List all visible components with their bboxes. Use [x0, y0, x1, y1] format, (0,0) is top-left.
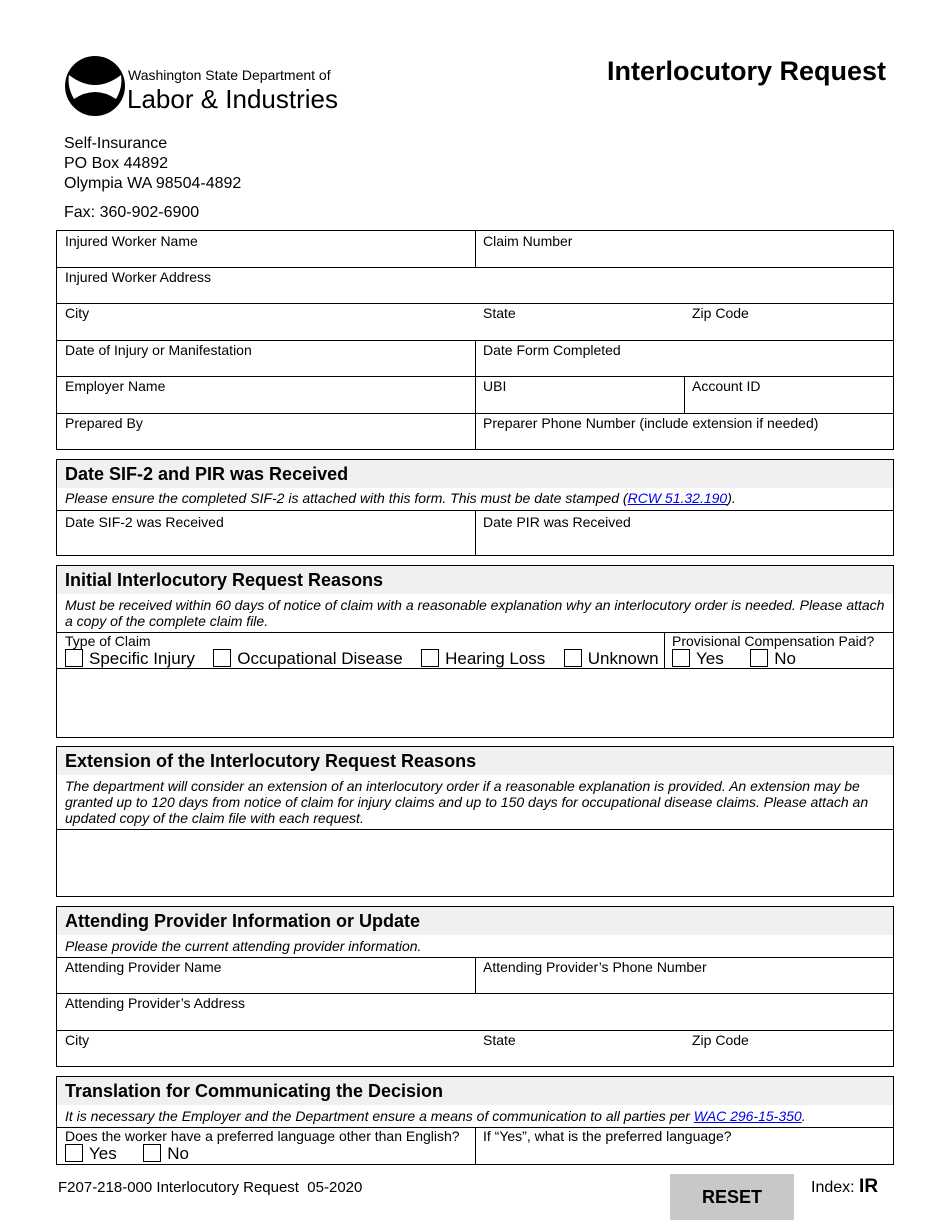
provider-phone-field[interactable]: Attending Provider’s Phone Number: [483, 959, 707, 975]
checkbox[interactable]: [213, 649, 231, 667]
prov-yes-option[interactable]: Yes: [672, 649, 724, 669]
section-heading: Extension of the Interlocutory Request Reasons: [57, 747, 893, 775]
checkbox[interactable]: [65, 1144, 83, 1162]
reset-button[interactable]: RESET: [670, 1174, 794, 1220]
checkbox[interactable]: [750, 649, 768, 667]
translation-section: [56, 1076, 894, 1165]
address-line: Self-Insurance: [64, 135, 168, 152]
lang-yes-option[interactable]: Yes: [65, 1144, 117, 1164]
ubi-field[interactable]: UBI: [483, 378, 507, 394]
address-block: [64, 134, 241, 194]
worker-info-section: [56, 230, 894, 450]
type-of-claim-label: Type of Claim: [65, 633, 151, 649]
initial-reasons-textarea[interactable]: [57, 669, 893, 737]
form-id: F207-218-000 Interlocutory Request 05-2020: [58, 1179, 363, 1196]
address-line: Olympia WA 98504-4892: [64, 175, 242, 192]
employer-name-field[interactable]: Employer Name: [65, 378, 166, 394]
section-note: The department will consider an extension of an interlocutory order if a reasonable explanation is provided. An extension may be granted up to 120 days from notice of claim for injury claims and up to 150 days for occupational disease claims. Please attach an updated copy of the claim file with each request.: [65, 778, 869, 826]
date-pir-received-field[interactable]: Date PIR was Received: [483, 514, 631, 530]
address-line: PO Box 44892: [64, 155, 169, 172]
claim-number-field[interactable]: Claim Number: [483, 233, 573, 249]
injured-worker-name-field[interactable]: Injured Worker Name: [65, 233, 198, 249]
preferred-language-options: [65, 1144, 203, 1164]
section-note: Must be received within 60 days of notice of claim with a reasonable explanation why an interlocutory order is needed. Please attach a copy of the complete claim file.: [65, 597, 885, 629]
preferred-language-question: Does the worker have a preferred language other than English?: [65, 1128, 460, 1144]
lni-logo-icon: [64, 55, 126, 117]
section-note: Please provide the current attending provider information.: [65, 938, 422, 954]
section-heading: Attending Provider Information or Update: [57, 907, 893, 935]
preparer-phone-field[interactable]: Preparer Phone Number (include extension if needed): [483, 415, 819, 431]
occupational-disease-option[interactable]: Occupational Disease: [213, 649, 402, 669]
city-field[interactable]: City: [65, 305, 90, 321]
fax-number: Fax: 360-902-6900: [64, 204, 200, 221]
wac-link[interactable]: WAC 296-15-350: [693, 1108, 802, 1124]
checkbox[interactable]: [143, 1144, 161, 1162]
zip-code-field[interactable]: Zip Code: [692, 305, 749, 321]
section-heading: Date SIF-2 and PIR was Received: [57, 460, 893, 488]
provider-state-field[interactable]: State: [483, 1032, 516, 1048]
checkbox[interactable]: [65, 649, 83, 667]
checkbox[interactable]: [421, 649, 439, 667]
checkbox[interactable]: [672, 649, 690, 667]
sif2-section: [56, 459, 894, 556]
logo-line1: Washington State Department of: [128, 67, 331, 83]
form-index: Index: IR: [811, 1176, 879, 1197]
provider-address-field[interactable]: Attending Provider’s Address: [65, 995, 246, 1011]
extension-reasons-textarea[interactable]: [57, 830, 893, 896]
account-id-field[interactable]: Account ID: [692, 378, 761, 394]
provider-zip-field[interactable]: Zip Code: [692, 1032, 749, 1048]
page-title: Interlocutory Request: [606, 56, 886, 86]
section-note: It is necessary the Employer and the Department ensure a means of communication to all parties per WAC 296-15-350.: [65, 1108, 806, 1124]
section-heading: Translation for Communicating the Decision: [57, 1077, 893, 1105]
unknown-option[interactable]: Unknown: [564, 649, 659, 669]
injured-worker-address-field[interactable]: Injured Worker Address: [65, 269, 212, 285]
logo-line2: Labor & Industries: [127, 84, 339, 114]
date-sif2-received-field[interactable]: Date SIF-2 was Received: [65, 514, 224, 530]
lang-no-option[interactable]: No: [143, 1144, 189, 1164]
prov-no-option[interactable]: No: [750, 649, 796, 669]
extension-section: [56, 746, 894, 897]
date-of-injury-field[interactable]: Date of Injury or Manifestation: [65, 342, 252, 358]
initial-reasons-section: [56, 565, 894, 738]
specific-injury-option[interactable]: Specific Injury: [65, 649, 195, 669]
provisional-comp-label: Provisional Compensation Paid?: [672, 633, 875, 649]
date-form-completed-field[interactable]: Date Form Completed: [483, 342, 621, 358]
provisional-comp-options: [672, 649, 810, 669]
rcw-link[interactable]: RCW 51.32.190: [627, 490, 728, 506]
preferred-language-field[interactable]: If “Yes”, what is the preferred language?: [483, 1128, 732, 1144]
provider-city-field[interactable]: City: [65, 1032, 90, 1048]
state-field[interactable]: State: [483, 305, 516, 321]
provider-section: [56, 906, 894, 1067]
hearing-loss-option[interactable]: Hearing Loss: [421, 649, 545, 669]
section-heading: Initial Interlocutory Request Reasons: [57, 566, 893, 594]
lni-logo: [64, 55, 126, 117]
prepared-by-field[interactable]: Prepared By: [65, 415, 143, 431]
type-of-claim-options: [65, 649, 673, 669]
checkbox[interactable]: [564, 649, 582, 667]
section-note: Please ensure the completed SIF-2 is attached with this form. This must be date stamped (RCW 51.32.190).: [65, 490, 736, 506]
provider-name-field[interactable]: Attending Provider Name: [65, 959, 222, 975]
